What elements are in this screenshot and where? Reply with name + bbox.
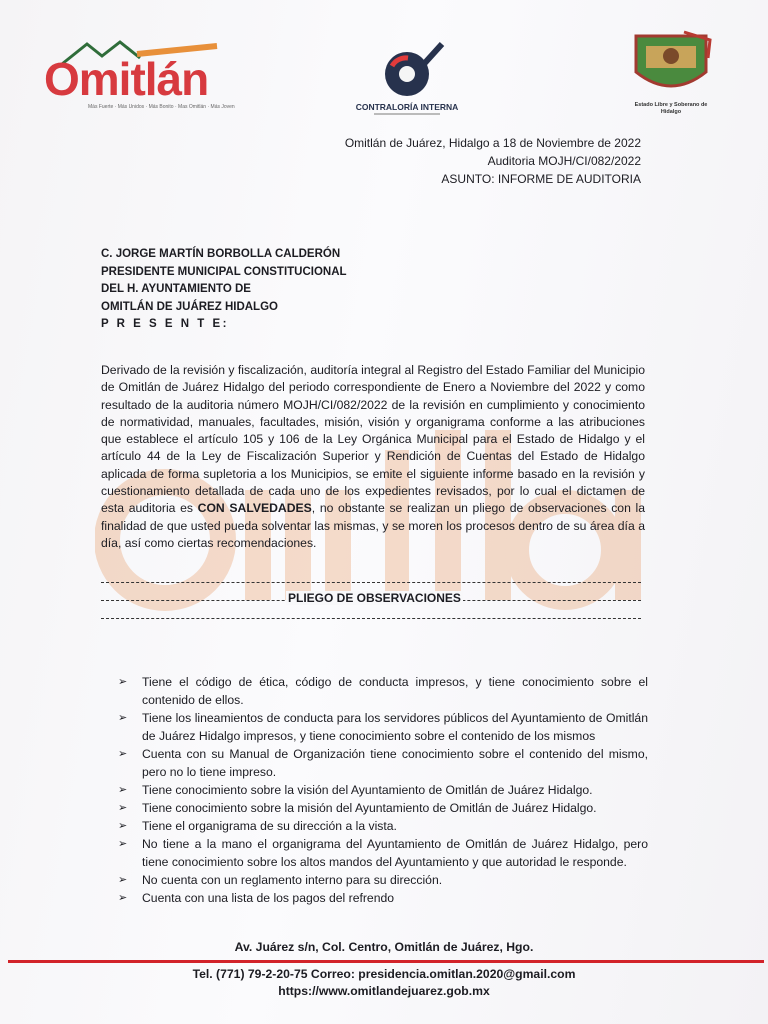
pliego-title	[286, 591, 463, 605]
dashed-divider-bottom	[101, 618, 641, 619]
arrow-bullet-icon: ➢	[118, 820, 128, 832]
hidalgo-label: Estado Libre y Soberano de Hidalgo	[634, 102, 708, 115]
observation-text: Tiene el código de ética, código de conducta impresos, y tiene conocimiento sobre el contenido de ellos.	[142, 675, 648, 707]
body-paragraph	[101, 362, 645, 552]
subject-line: ASUNTO: INFORME DE AUDITORIA	[441, 172, 641, 186]
recipient-org-line-2: OMITLÁN DE JUÁREZ HIDALGO	[101, 300, 278, 313]
footer-address: Av. Juárez s/n, Col. Centro, Omitlán de Juárez, Hgo.	[234, 940, 534, 954]
place-date: Omitlán de Juárez, Hidalgo a 18 de Noviembre de 2022	[344, 136, 641, 150]
body-text-part-1: Derivado de la revisión y fiscalización, auditoría integral al Registro del Estado Familiar del Municipio de Omitlán de Juárez Hidalgo del periodo correspondiente de Enero a Noviembre del 2022 y como resultado de la auditoria número MOJH/CI/082/2022 de la revisión en cumplimiento y conocimiento de normatividad, manuales, facultades, misión, visión y organigrama conforme a las atribuciones que establece el artículo 105 y 106 de la Ley Orgánica Municipal para el Estado de Hidalgo y el artículo 44 de la Ley de Fiscalización Superior y Rendición de Cuentas del Estado de Hidalgo aplicada de forma supletoria a los Municipios, se emite el siguiente informe basado en la revisión y cuestionamiento detallada de cada uno de los expedientes revisados, por lo cual el dictamen de esta auditoria es	[101, 363, 645, 516]
observation-item	[118, 871, 648, 889]
arrow-bullet-icon: ➢	[118, 712, 128, 724]
observation-text: Tiene conocimiento sobre la visión del Ayuntamiento de Omitlán de Juárez Hidalgo.	[142, 783, 593, 797]
observation-text: No cuenta con un reglamento interno para su dirección.	[142, 873, 443, 887]
observation-text: Tiene conocimiento sobre la misión del Ayuntamiento de Omitlán de Juárez Hidalgo.	[142, 801, 597, 815]
body-text-part-2: , no obstante se realizan un pliego de observaciones con la finalidad de que usted pueda solventar las mismas, y se moren los procesos dentro de su área día a día, así como ciertas recomendaciones.	[101, 501, 645, 550]
omitlan-logo-text: Omitlán	[44, 53, 209, 105]
audit-number: Auditoria MOJH/CI/082/2022	[487, 154, 641, 168]
contraloria-underline	[374, 113, 440, 115]
document-meta	[345, 134, 641, 188]
pliego-title-text: PLIEGO DE OBSERVACIONES	[288, 591, 461, 605]
arrow-bullet-icon: ➢	[118, 748, 128, 760]
observation-item	[118, 745, 648, 781]
omitlan-logo-tagline: Más Fuerte · Más Unidos · Más Bonito · Mas Omitlán · Más Joven	[88, 104, 235, 110]
observation-text: Cuenta con una lista de los pagos del refrendo	[142, 891, 395, 905]
arrow-bullet-icon: ➢	[118, 874, 128, 886]
verdict-bold: CON SALVEDADES	[197, 501, 312, 516]
omitlan-logo	[42, 36, 235, 116]
hidalgo-coat-of-arms	[624, 28, 718, 118]
contraloria-interna-logo	[352, 36, 462, 116]
footer-website: https://www.omitlandejuarez.gob.mx	[278, 984, 490, 998]
observation-text: Tiene los lineamientos de conducta para los servidores públicos del Ayuntamiento de Omitlán de Juárez Hidalgo impresos, y tiene conocimiento sobre el contenido de los mismos	[142, 711, 648, 743]
observation-text: No tiene a la mano el organigrama del Ayuntamiento de Omitlán de Juárez Hidalgo, pero tiene conocimiento sobre los altos mandos del Ayuntamiento y que autoridad le responde.	[142, 837, 648, 869]
observation-item	[118, 835, 648, 871]
arrow-bullet-icon: ➢	[118, 892, 128, 904]
observation-item	[118, 799, 648, 817]
recipient-block	[101, 246, 347, 334]
recipient-org-line-1: DEL H. AYUNTAMIENTO DE	[101, 283, 251, 295]
recipient-title: PRESIDENTE MUNICIPAL CONSTITUCIONAL	[101, 265, 347, 278]
observations-list	[118, 673, 648, 907]
observation-item	[118, 673, 648, 709]
observation-text: Cuenta con su Manual de Organización tiene conocimiento sobre el contenido del mismo, pero no lo tiene impreso.	[142, 747, 648, 779]
observation-item	[118, 709, 648, 745]
observation-text: Tiene el organigrama de su dirección a la vista.	[142, 819, 397, 833]
arrow-bullet-icon: ➢	[118, 676, 128, 688]
presente-line: P R E S E N T E:	[101, 318, 229, 330]
observation-item	[118, 889, 648, 907]
footer-contact: Tel. (771) 79-2-20-75 Correo: presidencia.omitlan.2020@gmail.com	[192, 967, 576, 981]
arrow-bullet-icon: ➢	[118, 802, 128, 814]
observation-item	[118, 781, 648, 799]
dashed-divider-top	[101, 582, 641, 583]
arrow-bullet-icon: ➢	[118, 784, 128, 796]
recipient-name: C. JORGE MARTÍN BORBOLLA CALDERÓN	[101, 248, 341, 260]
footer-red-rule	[8, 960, 764, 963]
observation-item	[118, 817, 648, 835]
arrow-bullet-icon: ➢	[118, 838, 128, 850]
contraloria-label: CONTRALORÍA INTERNA	[355, 102, 459, 112]
footer-contact-block	[0, 966, 768, 1000]
